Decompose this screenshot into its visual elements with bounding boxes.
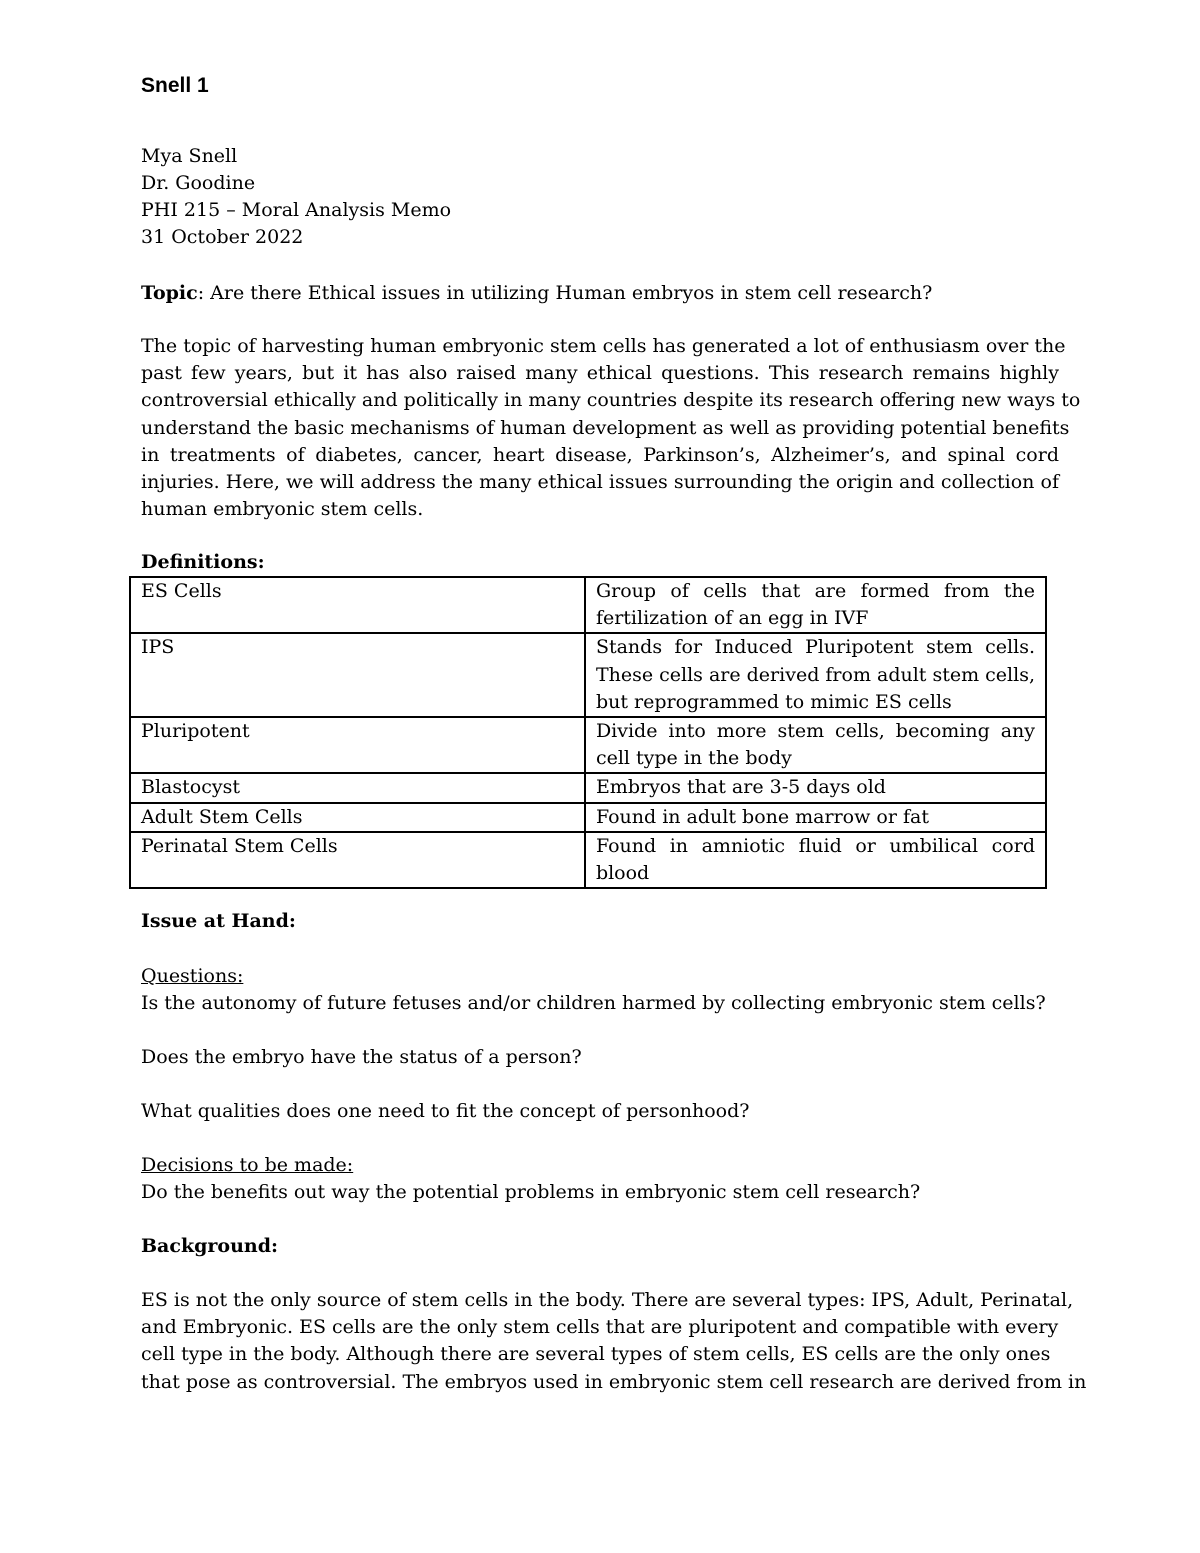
- table-row: [130, 577, 1046, 633]
- definition-cell: [585, 717, 1046, 773]
- definition-line: cell type in the body: [595, 747, 792, 770]
- page-header: Snell 1: [141, 74, 209, 97]
- paragraph-line: understand the basic mechanisms of human development as well as providing potential benefits: [141, 416, 1070, 439]
- paragraph-line: controversial ethically and politically in many countries despite its research offering new ways to: [141, 389, 1081, 412]
- paragraph-line: and Embryonic. ES cells are the only stem cells that are pluripotent and compatible with every: [141, 1316, 1059, 1339]
- intro-paragraph: [141, 333, 1081, 523]
- table-row: [130, 832, 1046, 888]
- table-row: [130, 803, 1046, 832]
- decision-item: Do the benefits out way the potential problems in embryonic stem cell research?: [141, 1181, 921, 1203]
- term-cell: Pluripotent: [130, 717, 585, 773]
- paragraph-line: injuries. Here, we will address the many ethical issues surrounding the origin and collection of: [141, 470, 1059, 493]
- questions-label: Questions:: [141, 965, 244, 987]
- term-cell: ES Cells: [130, 577, 585, 633]
- term-cell: IPS: [130, 633, 585, 717]
- table-row: [130, 773, 1046, 802]
- paragraph-line: in treatments of diabetes, cancer, heart disease, Parkinson’s, Alzheimer’s, and spinal cord: [141, 443, 1059, 466]
- definition-cell: [585, 633, 1046, 717]
- question-item: Does the embryo have the status of a person?: [141, 1046, 582, 1068]
- paragraph-line: cell type in the body. Although there are several types of stem cells, ES cells are the only ones: [141, 1343, 1051, 1366]
- definitions-table: [129, 576, 1047, 889]
- definition-cell: [585, 577, 1046, 633]
- issue-heading: Issue at Hand:: [141, 910, 296, 932]
- question-item: What qualities does one need to fit the concept of personhood?: [141, 1100, 750, 1122]
- definition-cell: [585, 773, 1046, 802]
- definition-line: but reprogrammed to mimic ES cells: [595, 690, 952, 713]
- background-paragraph: [141, 1287, 1087, 1396]
- paragraph-line: human embryonic stem cells.: [141, 498, 424, 521]
- definition-line: Found in amniotic fluid or umbilical cord: [595, 834, 1035, 857]
- term-cell: Blastocyst: [130, 773, 585, 802]
- topic-text: : Are there Ethical issues in utilizing Human embryos in stem cell research?: [197, 282, 933, 304]
- definition-line: blood: [595, 862, 650, 885]
- definition-line: Stands for Induced Pluripotent stem cells.: [595, 636, 1035, 659]
- definition-line: Embryos that are 3-5 days old: [595, 776, 886, 799]
- instructor-name: Dr. Goodine: [141, 172, 256, 194]
- definition-line: fertilization of an egg in IVF: [595, 607, 869, 630]
- topic-label: Topic: [141, 282, 198, 304]
- paragraph-line: ES is not the only source of stem cells in the body. There are several types: IPS, Adult, Perinatal,: [141, 1289, 1074, 1311]
- definition-line: These cells are derived from adult stem cells,: [595, 663, 1035, 686]
- term-cell: Perinatal Stem Cells: [130, 832, 585, 888]
- background-heading: Background:: [141, 1235, 278, 1257]
- definition-line: Found in adult bone marrow or fat: [595, 805, 929, 828]
- paragraph-line: past few years, but it has also raised many ethical questions. This research remains highly: [141, 362, 1059, 385]
- paragraph-line: The topic of harvesting human embryonic stem cells has generated a lot of enthusiasm over the: [141, 335, 1066, 357]
- memo-date: 31 October 2022: [141, 226, 304, 248]
- definition-line: Group of cells that are formed from the: [595, 580, 1035, 602]
- course-title: PHI 215 – Moral Analysis Memo: [141, 199, 452, 221]
- heading-block: [141, 143, 451, 251]
- paragraph-line: that pose as controversial. The embryos used in embryonic stem cell research are derived from in: [141, 1370, 1087, 1393]
- question-item: Is the autonomy of future fetuses and/or children harmed by collecting embryonic stem cells?: [141, 992, 1046, 1014]
- definition-cell: [585, 803, 1046, 832]
- table-row: [130, 633, 1046, 717]
- definitions-heading: Definitions:: [141, 551, 265, 573]
- topic-line: [141, 280, 932, 307]
- decisions-label: Decisions to be made:: [141, 1154, 354, 1176]
- table-row: [130, 717, 1046, 773]
- author-name: Mya Snell: [141, 145, 238, 167]
- term-cell: Adult Stem Cells: [130, 803, 585, 832]
- definition-line: Divide into more stem cells, becoming any: [595, 720, 1035, 743]
- definition-cell: [585, 832, 1046, 888]
